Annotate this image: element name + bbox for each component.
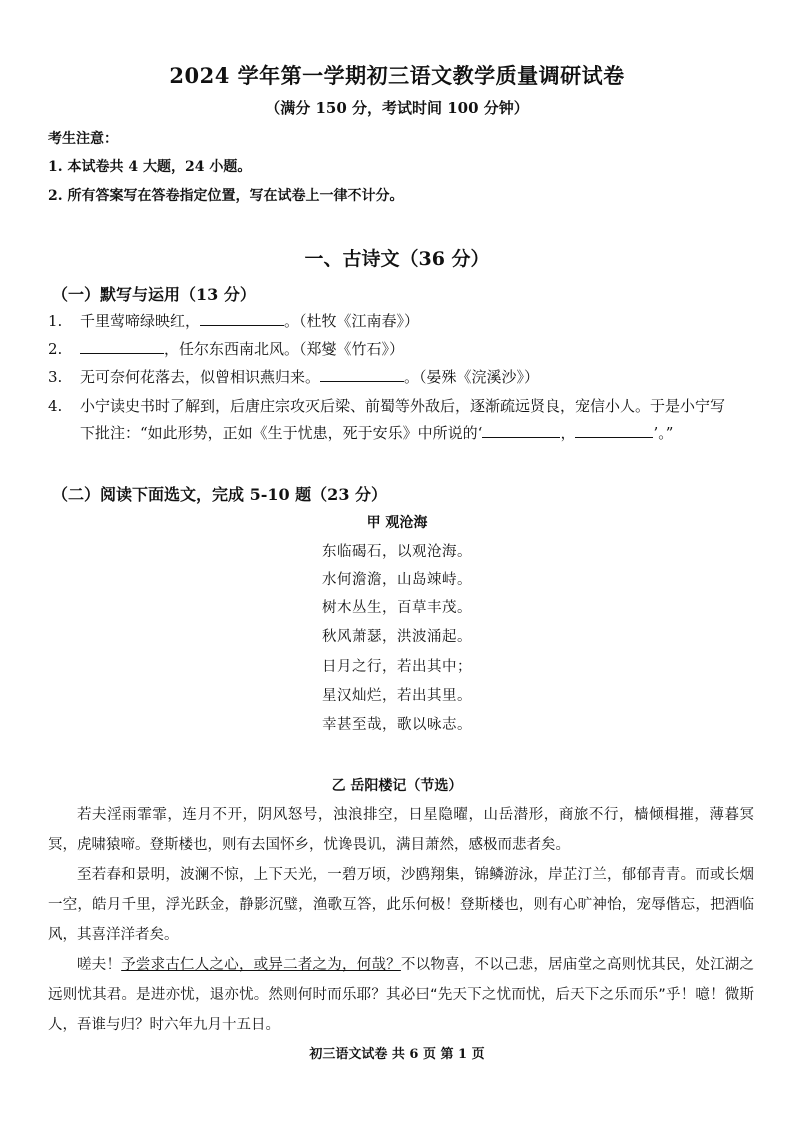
prose-paragraph-3 <box>48 950 754 1040</box>
comma: ， <box>560 424 576 442</box>
answer-blank[interactable] <box>320 366 404 382</box>
question-source: ，任尔东西南北风。（郑燮《竹石》） <box>164 340 405 358</box>
question-text: 千里莺啼绿映红， <box>80 312 201 330</box>
question-number: 1. <box>48 312 63 330</box>
poem-line: 水何澹澹，山岛竦峙。 <box>322 572 472 588</box>
question-3 <box>48 366 539 387</box>
question-1 <box>48 310 419 331</box>
prose-body <box>48 800 754 1040</box>
question-4 <box>48 395 725 416</box>
notes-heading: 考生注意： <box>48 131 118 147</box>
exam-subtitle: （满分 150 分，考试时间 100 分钟） <box>265 99 529 117</box>
question-number: 2. <box>48 340 63 358</box>
prose-paragraph-1: 若夫淫雨霏霏，连月不开，阴风怒号，浊浪排空，日星隐曜，山岳潜形，商旅不行，樯倾楫摧，薄暮冥冥，虎啸猿啼。登斯楼也，则有去国怀乡，忧谗畏讥，满目萧然，感极而悲者矣。 <box>48 807 754 853</box>
prose-text: 不以物喜，不以己悲，居庙堂之高则忧其民，处江湖之远则忧其君。是进亦忧，退亦忧。然则何时而乐耶？其必曰“先天下之忧而忧，后天下之乐而乐”乎！噫！微斯人，吾谁与归？时六年九月十五日。 <box>48 957 755 1033</box>
poem-line: 秋风萧瑟，洪波涌起。 <box>322 629 472 645</box>
note-item-1: 1. 本试卷共 4 大题，24 小题。 <box>48 159 252 175</box>
poem-line: 日月之行，若出其中； <box>322 659 472 675</box>
poem-title: 甲 观沧海 <box>366 515 428 531</box>
question-4-line2 <box>80 422 673 443</box>
exam-title: 2024 学年第一学期初三语文教学质量调研试卷 <box>169 63 625 88</box>
answer-blank[interactable] <box>200 310 284 326</box>
prose-text: 嗟夫！ <box>77 957 122 973</box>
note-item-2: 2. 所有答案写在答卷指定位置，写在试卷上一律不计分。 <box>48 188 404 204</box>
poem-line: 东临碣石，以观沧海。 <box>322 544 472 560</box>
question-text: 小宁读史书时了解到，后唐庄宗攻灭后梁、前蜀等外敌后，逐渐疏远贤良，宠信小人。于是小宁写 <box>80 397 726 415</box>
question-number: 3. <box>48 368 63 386</box>
question-source: 。（晏殊《浣溪沙》） <box>404 368 540 386</box>
poem-line: 星汉灿烂，若出其里。 <box>322 688 472 704</box>
section-title: 一、古诗文（36 分） <box>304 248 490 270</box>
prose-paragraph-2: 至若春和景明，波澜不惊，上下天光，一碧万顷，沙鸥翔集，锦鳞游泳，岸芷汀兰，郁郁青青。而或长烟一空，皓月千里，浮光跃金，静影沉璧，渔歌互答，此乐何极！登斯楼也，则有心旷神怡，宠辱偕忘，把酒临风，其喜洋洋者矣。 <box>48 867 754 943</box>
prose-title: 乙 岳阳楼记（节选） <box>331 778 463 794</box>
question-text: 下批注：“如此形势，正如《生于忧患，死于安乐》中所说的‘ <box>80 424 483 442</box>
answer-blank[interactable] <box>80 338 164 354</box>
question-end: ’。” <box>653 424 674 442</box>
poem-line: 树木丛生，百草丰茂。 <box>322 600 472 616</box>
page-footer: 初三语文试卷 共 6 页 第 1 页 <box>309 1047 485 1062</box>
poem-line: 幸甚至哉，歌以咏志。 <box>322 717 472 733</box>
question-text: 无可奈何花落去，似曾相识燕归来。 <box>80 368 321 386</box>
question-number: 4. <box>48 397 63 415</box>
part1-title: （一）默写与运用（13 分） <box>52 285 256 304</box>
part2-title: （二）阅读下面选文，完成 5-10 题（23 分） <box>52 485 388 504</box>
answer-blank-1[interactable] <box>482 422 560 438</box>
answer-blank-2[interactable] <box>575 422 653 438</box>
question-2 <box>48 338 404 359</box>
question-source: 。（杜牧《江南春》） <box>284 312 420 330</box>
underlined-sentence: 予尝求古仁人之心，或异二者之为，何哉？ <box>121 957 401 973</box>
